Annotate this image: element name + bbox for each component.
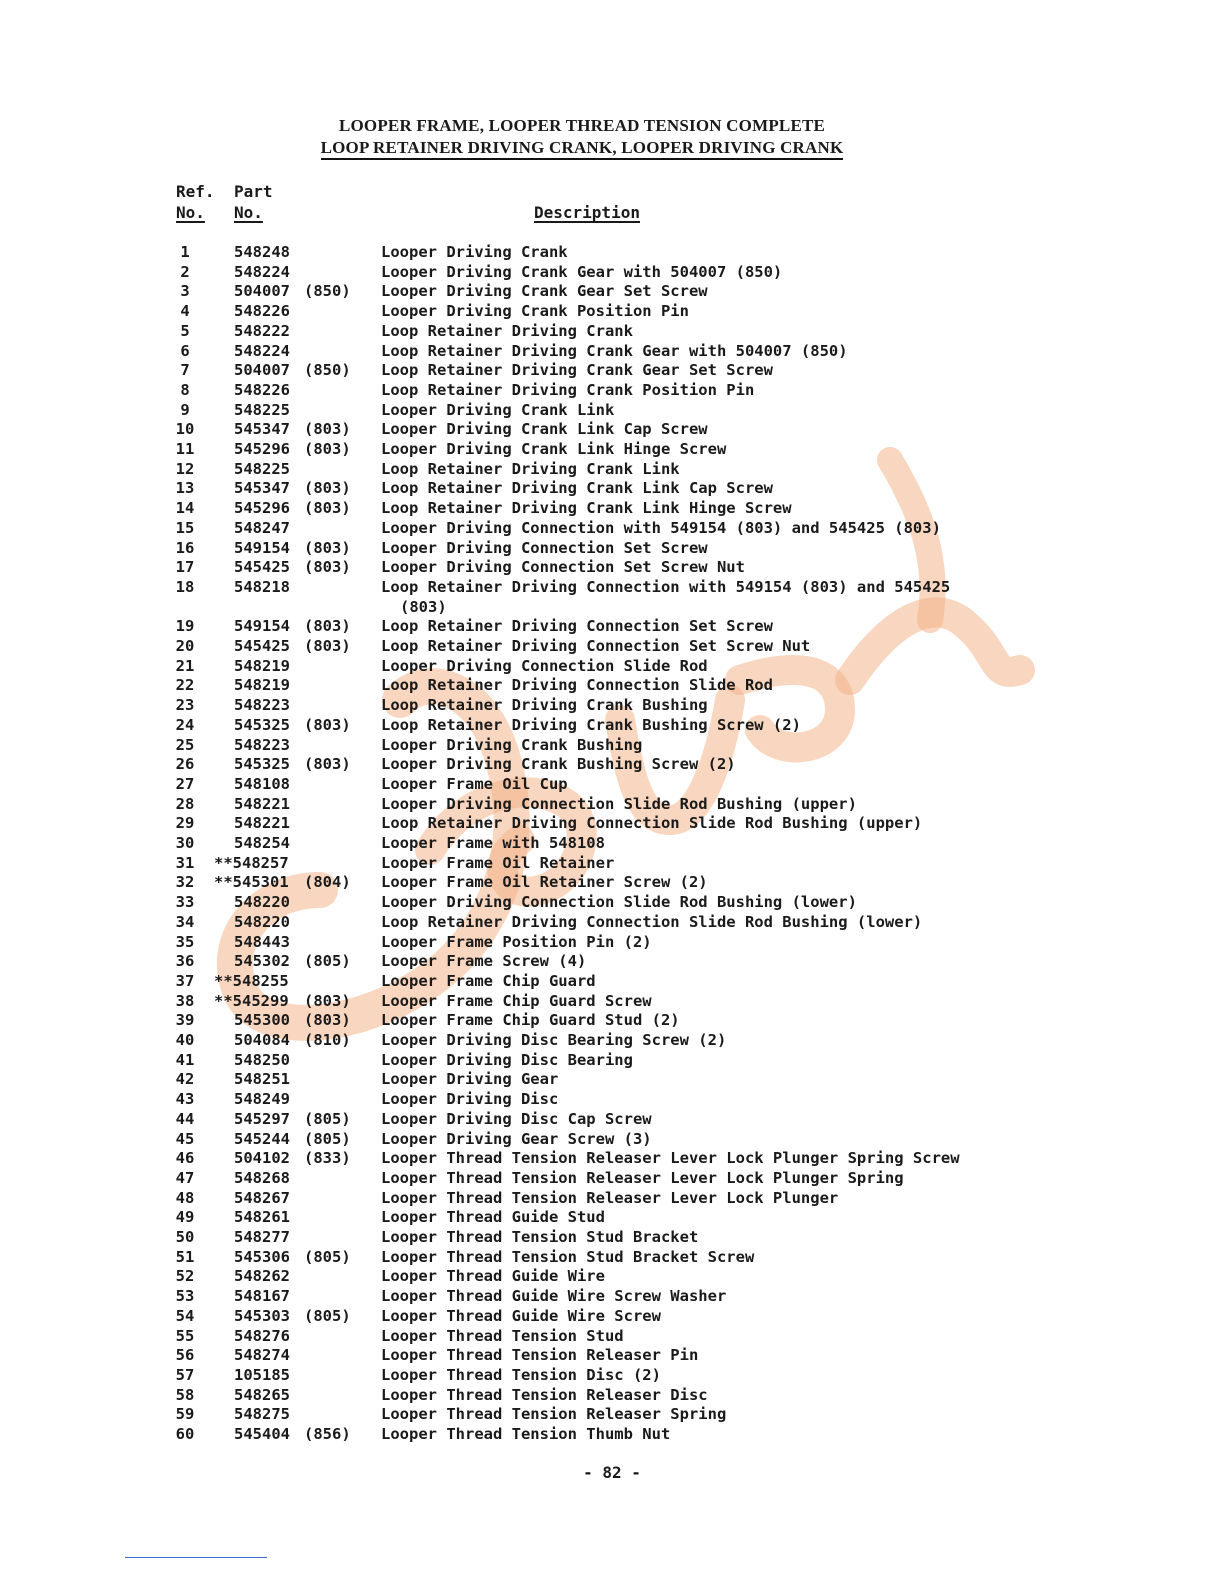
part-header-bottom: No.	[234, 203, 263, 222]
part-code: (804)	[304, 873, 351, 892]
parts-row	[0, 912, 1224, 932]
parts-row	[0, 459, 1224, 479]
part-number: **545301	[214, 873, 289, 892]
title-line-2-text: LOOP RETAINER DRIVING CRANK, LOOPER DRIVING CRANK	[321, 138, 844, 160]
parts-row	[0, 616, 1224, 636]
ref-number: 28	[175, 794, 195, 813]
part-description: Looper Thread Tension Releaser Pin	[381, 1346, 699, 1365]
part-number: 545404	[234, 1425, 290, 1443]
ref-number: 30	[175, 834, 195, 852]
ref-number: 23	[175, 696, 195, 715]
parts-row	[0, 656, 1224, 676]
ref-number: 25	[175, 735, 195, 754]
part-description: Loop Retainer Driving Connection Set Screw	[381, 617, 773, 636]
part-description: Loop Retainer Driving Crank Gear Set Screw	[381, 361, 773, 380]
parts-row	[0, 991, 1224, 1011]
ref-number: 34	[175, 912, 195, 931]
ref-number: 43	[175, 1090, 195, 1109]
ref-number: 16	[175, 538, 195, 557]
part-number: 545325	[234, 715, 290, 734]
ref-number: 59	[175, 1405, 195, 1424]
part-description: Looper Frame Chip Guard Screw	[381, 991, 652, 1010]
part-description: Loop Retainer Driving Crank Link Hinge Screw	[381, 499, 792, 518]
ref-number: 4	[180, 302, 190, 321]
ref-number: 19	[175, 617, 195, 636]
parts-row	[0, 1365, 1224, 1385]
part-description: Looper Driving Disc	[381, 1090, 559, 1109]
part-description: Looper Thread Tension Releaser Disc	[381, 1385, 708, 1404]
part-description: Looper Thread Tension Stud Bracket	[381, 1228, 699, 1246]
part-number: **545299	[214, 991, 289, 1010]
ref-number: 56	[175, 1346, 195, 1365]
part-description: Looper Driving Crank Link Hinge Screw	[381, 440, 727, 458]
part-number: 548225	[234, 400, 290, 419]
part-code: (803)	[304, 755, 351, 774]
part-code: (803)	[304, 499, 351, 518]
part-number: 548254	[234, 834, 290, 852]
ref-number: 7	[180, 361, 190, 380]
parts-row	[0, 932, 1224, 952]
part-description: Loop Retainer Driving Connection Slide Rod Bushing (lower)	[381, 912, 923, 931]
part-description: Looper Driving Connection Slide Rod Bushing (upper)	[381, 794, 857, 813]
parts-row	[0, 498, 1224, 518]
part-number: 548249	[234, 1090, 290, 1109]
parts-row	[0, 1345, 1224, 1365]
part-description: Loop Retainer Driving Crank	[381, 321, 633, 340]
parts-row	[0, 1385, 1224, 1405]
parts-row	[0, 1010, 1224, 1030]
part-header-top: Part	[234, 182, 273, 201]
ref-number: 1	[180, 243, 190, 261]
parts-row	[0, 557, 1224, 577]
parts-row	[0, 341, 1224, 361]
parts-row	[0, 242, 1224, 262]
parts-row	[0, 1286, 1224, 1306]
part-description: Looper Frame Chip Guard	[381, 971, 596, 990]
ref-number: 60	[175, 1425, 195, 1443]
ref-number: 24	[175, 715, 195, 734]
part-number: 549154	[234, 617, 290, 636]
ref-number: 44	[175, 1109, 195, 1128]
parts-row	[0, 1129, 1224, 1149]
part-number: 504084	[234, 1031, 290, 1049]
part-description: Looper Thread Tension Releaser Spring	[381, 1405, 727, 1424]
parts-row-continuation	[0, 597, 1224, 617]
ref-number: 5	[180, 321, 190, 340]
part-number: 548218	[234, 577, 290, 596]
part-description: Looper Driving Connection Slide Rod	[381, 656, 708, 675]
part-description: Looper Thread Tension Releaser Lever Lock Plunger Spring	[381, 1168, 904, 1187]
part-number: 548224	[234, 341, 290, 360]
part-number: 548224	[234, 262, 290, 281]
ref-number: 48	[175, 1188, 195, 1207]
part-number: 548265	[234, 1385, 290, 1404]
part-number: 545325	[234, 755, 290, 774]
part-description: Looper Thread Tension Disc (2)	[381, 1365, 661, 1384]
part-description: Looper Frame Oil Cup	[381, 774, 568, 793]
ref-number: 22	[175, 676, 195, 695]
parts-row	[0, 1424, 1224, 1444]
part-number: 504007	[234, 361, 290, 380]
part-code: (803)	[304, 617, 351, 636]
part-description: Looper Driving Connection Set Screw	[381, 538, 708, 557]
part-number: 548221	[234, 794, 290, 813]
ref-number: 37	[175, 971, 195, 990]
parts-row	[0, 695, 1224, 715]
part-number: 545347	[234, 479, 290, 498]
parts-row	[0, 1247, 1224, 1267]
part-description: Looper Driving Crank Position Pin	[381, 302, 689, 321]
parts-row	[0, 1188, 1224, 1208]
part-description: Loop Retainer Driving Connection Set Screw Nut	[381, 637, 811, 655]
ref-number: 39	[175, 1011, 195, 1030]
part-number: 548248	[234, 243, 290, 261]
part-number: 548277	[234, 1228, 290, 1246]
ref-number: 10	[175, 420, 195, 439]
ref-number: 35	[175, 932, 195, 951]
part-number: 548225	[234, 459, 290, 478]
parts-row	[0, 1069, 1224, 1089]
part-number: 545300	[234, 1011, 290, 1030]
part-number: 548226	[234, 302, 290, 321]
part-number: 548268	[234, 1168, 290, 1187]
part-description: Looper Driving Crank Link	[381, 400, 615, 419]
part-code: (803)	[304, 558, 351, 577]
parts-row	[0, 853, 1224, 873]
part-description: Looper Driving Connection Set Screw Nut	[381, 558, 745, 577]
ref-number: 27	[175, 774, 195, 793]
part-number: **548257	[214, 853, 289, 872]
ref-number: 2	[180, 262, 190, 281]
part-description: Looper Frame with 548108	[381, 834, 605, 852]
parts-row	[0, 892, 1224, 912]
part-description: Looper Driving Crank	[381, 243, 568, 261]
ref-number: 12	[175, 459, 195, 478]
part-number: 548223	[234, 696, 290, 715]
parts-row	[0, 518, 1224, 538]
part-number: 545303	[234, 1306, 290, 1325]
part-description: Loop Retainer Driving Crank Bushing	[381, 696, 708, 715]
part-code: (833)	[304, 1149, 351, 1168]
part-description: Looper Thread Tension Thumb Nut	[381, 1425, 671, 1443]
parts-row	[0, 1227, 1224, 1247]
part-description: Looper Driving Disc Bearing	[381, 1050, 633, 1069]
part-code: (803)	[304, 538, 351, 557]
part-number: 545347	[234, 420, 290, 439]
part-number: 548261	[234, 1208, 290, 1227]
part-number: 548247	[234, 518, 290, 537]
part-code: (805)	[304, 1306, 351, 1325]
ref-number: 52	[175, 1267, 195, 1286]
part-description: Looper Frame Chip Guard Stud (2)	[381, 1011, 680, 1030]
ref-number: 26	[175, 755, 195, 774]
part-description: Loop Retainer Driving Crank Gear with 504007 (850)	[381, 341, 848, 360]
parts-row	[0, 400, 1224, 420]
parts-row	[0, 774, 1224, 794]
ref-number: 49	[175, 1208, 195, 1227]
parts-row	[0, 439, 1224, 459]
ref-number: 45	[175, 1129, 195, 1148]
parts-row	[0, 971, 1224, 991]
part-code: (805)	[304, 1247, 351, 1266]
part-number: 549154	[234, 538, 290, 557]
part-description: Looper Driving Disc Bearing Screw (2)	[381, 1031, 727, 1049]
ref-number: 38	[175, 991, 195, 1010]
part-description: Looper Thread Guide Wire	[381, 1267, 605, 1286]
part-number: 504007	[234, 282, 290, 301]
part-description: Loop Retainer Driving Connection with 549154 (803) and 545425	[381, 577, 951, 596]
part-code: (805)	[304, 952, 351, 971]
part-description: Looper Driving Crank Bushing	[381, 735, 643, 754]
part-description: Looper Frame Position Pin (2)	[381, 932, 652, 951]
ref-number: 54	[175, 1306, 195, 1325]
part-code: (803)	[304, 440, 351, 458]
ref-header-top: Ref.	[176, 182, 215, 201]
parts-row	[0, 675, 1224, 695]
part-code: (850)	[304, 361, 351, 380]
parts-row	[0, 538, 1224, 558]
part-description: Looper Thread Tension Stud Bracket Screw	[381, 1247, 755, 1266]
part-code: (805)	[304, 1129, 351, 1148]
ref-header-bottom: No.	[176, 203, 205, 222]
part-description: Looper Driving Crank Bushing Screw (2)	[381, 755, 736, 774]
parts-row	[0, 715, 1224, 735]
parts-row	[0, 1207, 1224, 1227]
ref-number: 3	[180, 282, 190, 301]
parts-row	[0, 478, 1224, 498]
part-number: 545425	[234, 637, 290, 655]
parts-row	[0, 636, 1224, 656]
part-number: 548223	[234, 735, 290, 754]
parts-row	[0, 1326, 1224, 1346]
part-number: 545296	[234, 440, 290, 458]
ref-number: 18	[175, 577, 195, 596]
part-description: Looper Driving Crank Gear Set Screw	[381, 282, 708, 301]
ref-number: 6	[180, 341, 190, 360]
part-number: 548251	[234, 1070, 290, 1089]
part-number: 545306	[234, 1247, 290, 1266]
parts-row	[0, 380, 1224, 400]
part-number: 548276	[234, 1326, 290, 1345]
ref-number: 15	[175, 518, 195, 537]
part-description: Looper Thread Tension Stud	[381, 1326, 624, 1345]
part-number: 548167	[234, 1287, 290, 1306]
part-code: (856)	[304, 1425, 351, 1443]
ref-number: 57	[175, 1365, 195, 1384]
part-description: Looper Driving Crank Link Cap Screw	[381, 420, 708, 439]
part-description: Looper Frame Screw (4)	[381, 952, 587, 971]
part-number: 548274	[234, 1346, 290, 1365]
parts-row	[0, 813, 1224, 833]
part-code: (803)	[304, 479, 351, 498]
part-number: **548255	[214, 971, 289, 990]
part-number: 548275	[234, 1405, 290, 1424]
ref-number: 32	[175, 873, 195, 892]
parts-row	[0, 419, 1224, 439]
part-number: 548267	[234, 1188, 290, 1207]
ref-number: 51	[175, 1247, 195, 1266]
part-description: Looper Driving Gear	[381, 1070, 559, 1089]
part-number: 548220	[234, 893, 290, 912]
ref-number: 50	[175, 1228, 195, 1246]
parts-row	[0, 1404, 1224, 1424]
parts-row	[0, 1050, 1224, 1070]
part-number: 548443	[234, 932, 290, 951]
parts-row	[0, 360, 1224, 380]
part-description: Loop Retainer Driving Crank Link	[381, 459, 680, 478]
part-number: 548219	[234, 676, 290, 695]
parts-row	[0, 262, 1224, 282]
part-number: 548226	[234, 380, 290, 399]
ref-number: 58	[175, 1385, 195, 1404]
ref-number: 11	[175, 440, 195, 458]
part-description: Looper Thread Tension Releaser Lever Lock Plunger Spring Screw	[381, 1149, 960, 1168]
ref-number: 46	[175, 1149, 195, 1168]
part-number: 548222	[234, 321, 290, 340]
ref-number: 36	[175, 952, 195, 971]
part-number: 545296	[234, 499, 290, 518]
parts-row	[0, 301, 1224, 321]
ref-number: 17	[175, 558, 195, 577]
ref-number: 55	[175, 1326, 195, 1345]
part-description: Looper Thread Guide Wire Screw Washer	[381, 1287, 727, 1306]
part-number: 504102	[234, 1149, 290, 1168]
part-number: 548219	[234, 656, 290, 675]
part-description: Loop Retainer Driving Crank Link Cap Screw	[381, 479, 773, 498]
ref-number: 31	[175, 853, 195, 872]
parts-row	[0, 1168, 1224, 1188]
parts-row	[0, 735, 1224, 755]
part-description: Looper Driving Connection with 549154 (803) and 545425 (803)	[381, 518, 941, 537]
part-description: Looper Thread Guide Stud	[381, 1208, 605, 1227]
ref-number: 41	[175, 1050, 195, 1069]
parts-row	[0, 577, 1224, 597]
part-number: 105185	[234, 1365, 290, 1384]
part-code: (810)	[304, 1031, 351, 1049]
part-code: (803)	[304, 637, 351, 655]
part-code: (805)	[304, 1109, 351, 1128]
part-number: 548108	[234, 774, 290, 793]
part-number: 548250	[234, 1050, 290, 1069]
part-description: Looper Frame Oil Retainer Screw (2)	[381, 873, 708, 892]
part-description: Looper Frame Oil Retainer	[381, 853, 615, 872]
parts-row	[0, 1306, 1224, 1326]
part-number: 545425	[234, 558, 290, 577]
parts-row	[0, 833, 1224, 853]
title-line-1: LOOPER FRAME, LOOPER THREAD TENSION COMPLETE	[338, 116, 826, 135]
ref-number: 42	[175, 1070, 195, 1089]
parts-row	[0, 281, 1224, 301]
part-description: Loop Retainer Driving Crank Position Pin	[381, 380, 755, 399]
footer-rule	[125, 1557, 267, 1558]
parts-row	[0, 872, 1224, 892]
part-number: 545244	[234, 1129, 290, 1148]
parts-row	[0, 1030, 1224, 1050]
part-code: (803)	[304, 991, 351, 1010]
ref-number: 21	[175, 656, 195, 675]
part-code: (803)	[304, 715, 351, 734]
part-description: Loop Retainer Driving Connection Slide Rod Bushing (upper)	[381, 814, 923, 833]
ref-number: 13	[175, 479, 195, 498]
title-line-2	[0, 138, 1194, 158]
part-code: (803)	[304, 420, 351, 439]
parts-row	[0, 951, 1224, 971]
description-header: Description	[534, 203, 640, 222]
part-description: Looper Driving Crank Gear with 504007 (850)	[381, 262, 783, 281]
part-number: 548220	[234, 912, 290, 931]
parts-row	[0, 1148, 1224, 1168]
part-description: Loop Retainer Driving Crank Bushing Screw (2)	[381, 715, 801, 734]
parts-row	[0, 1109, 1224, 1129]
part-description: Looper Driving Gear Screw (3)	[381, 1129, 652, 1148]
part-code: (803)	[304, 1011, 351, 1030]
ref-number: 33	[175, 893, 195, 912]
ref-number: 47	[175, 1168, 195, 1187]
part-number: 548221	[234, 814, 290, 833]
part-description: Loop Retainer Driving Connection Slide Rod	[381, 676, 773, 695]
ref-number: 53	[175, 1287, 195, 1306]
ref-number: 14	[175, 499, 195, 518]
part-description: Looper Driving Connection Slide Rod Bushing (lower)	[381, 893, 857, 912]
part-description: Looper Thread Guide Wire Screw	[381, 1306, 661, 1325]
part-description: Looper Thread Tension Releaser Lever Lock Plunger	[381, 1188, 839, 1207]
ref-number: 40	[175, 1031, 195, 1049]
parts-row	[0, 794, 1224, 814]
part-number: 545297	[234, 1109, 290, 1128]
parts-row	[0, 754, 1224, 774]
part-description-continuation: (803)	[400, 597, 447, 616]
part-number: 548262	[234, 1267, 290, 1286]
parts-row	[0, 321, 1224, 341]
page-number: - 82 -	[583, 1463, 641, 1482]
ref-number: 29	[175, 814, 195, 833]
parts-row	[0, 1266, 1224, 1286]
part-number: 545302	[234, 952, 290, 971]
part-code: (850)	[304, 282, 351, 301]
ref-number: 8	[180, 380, 190, 399]
parts-row	[0, 1089, 1224, 1109]
part-description: Looper Driving Disc Cap Screw	[381, 1109, 652, 1128]
ref-number: 9	[180, 400, 190, 419]
ref-number: 20	[175, 637, 195, 655]
